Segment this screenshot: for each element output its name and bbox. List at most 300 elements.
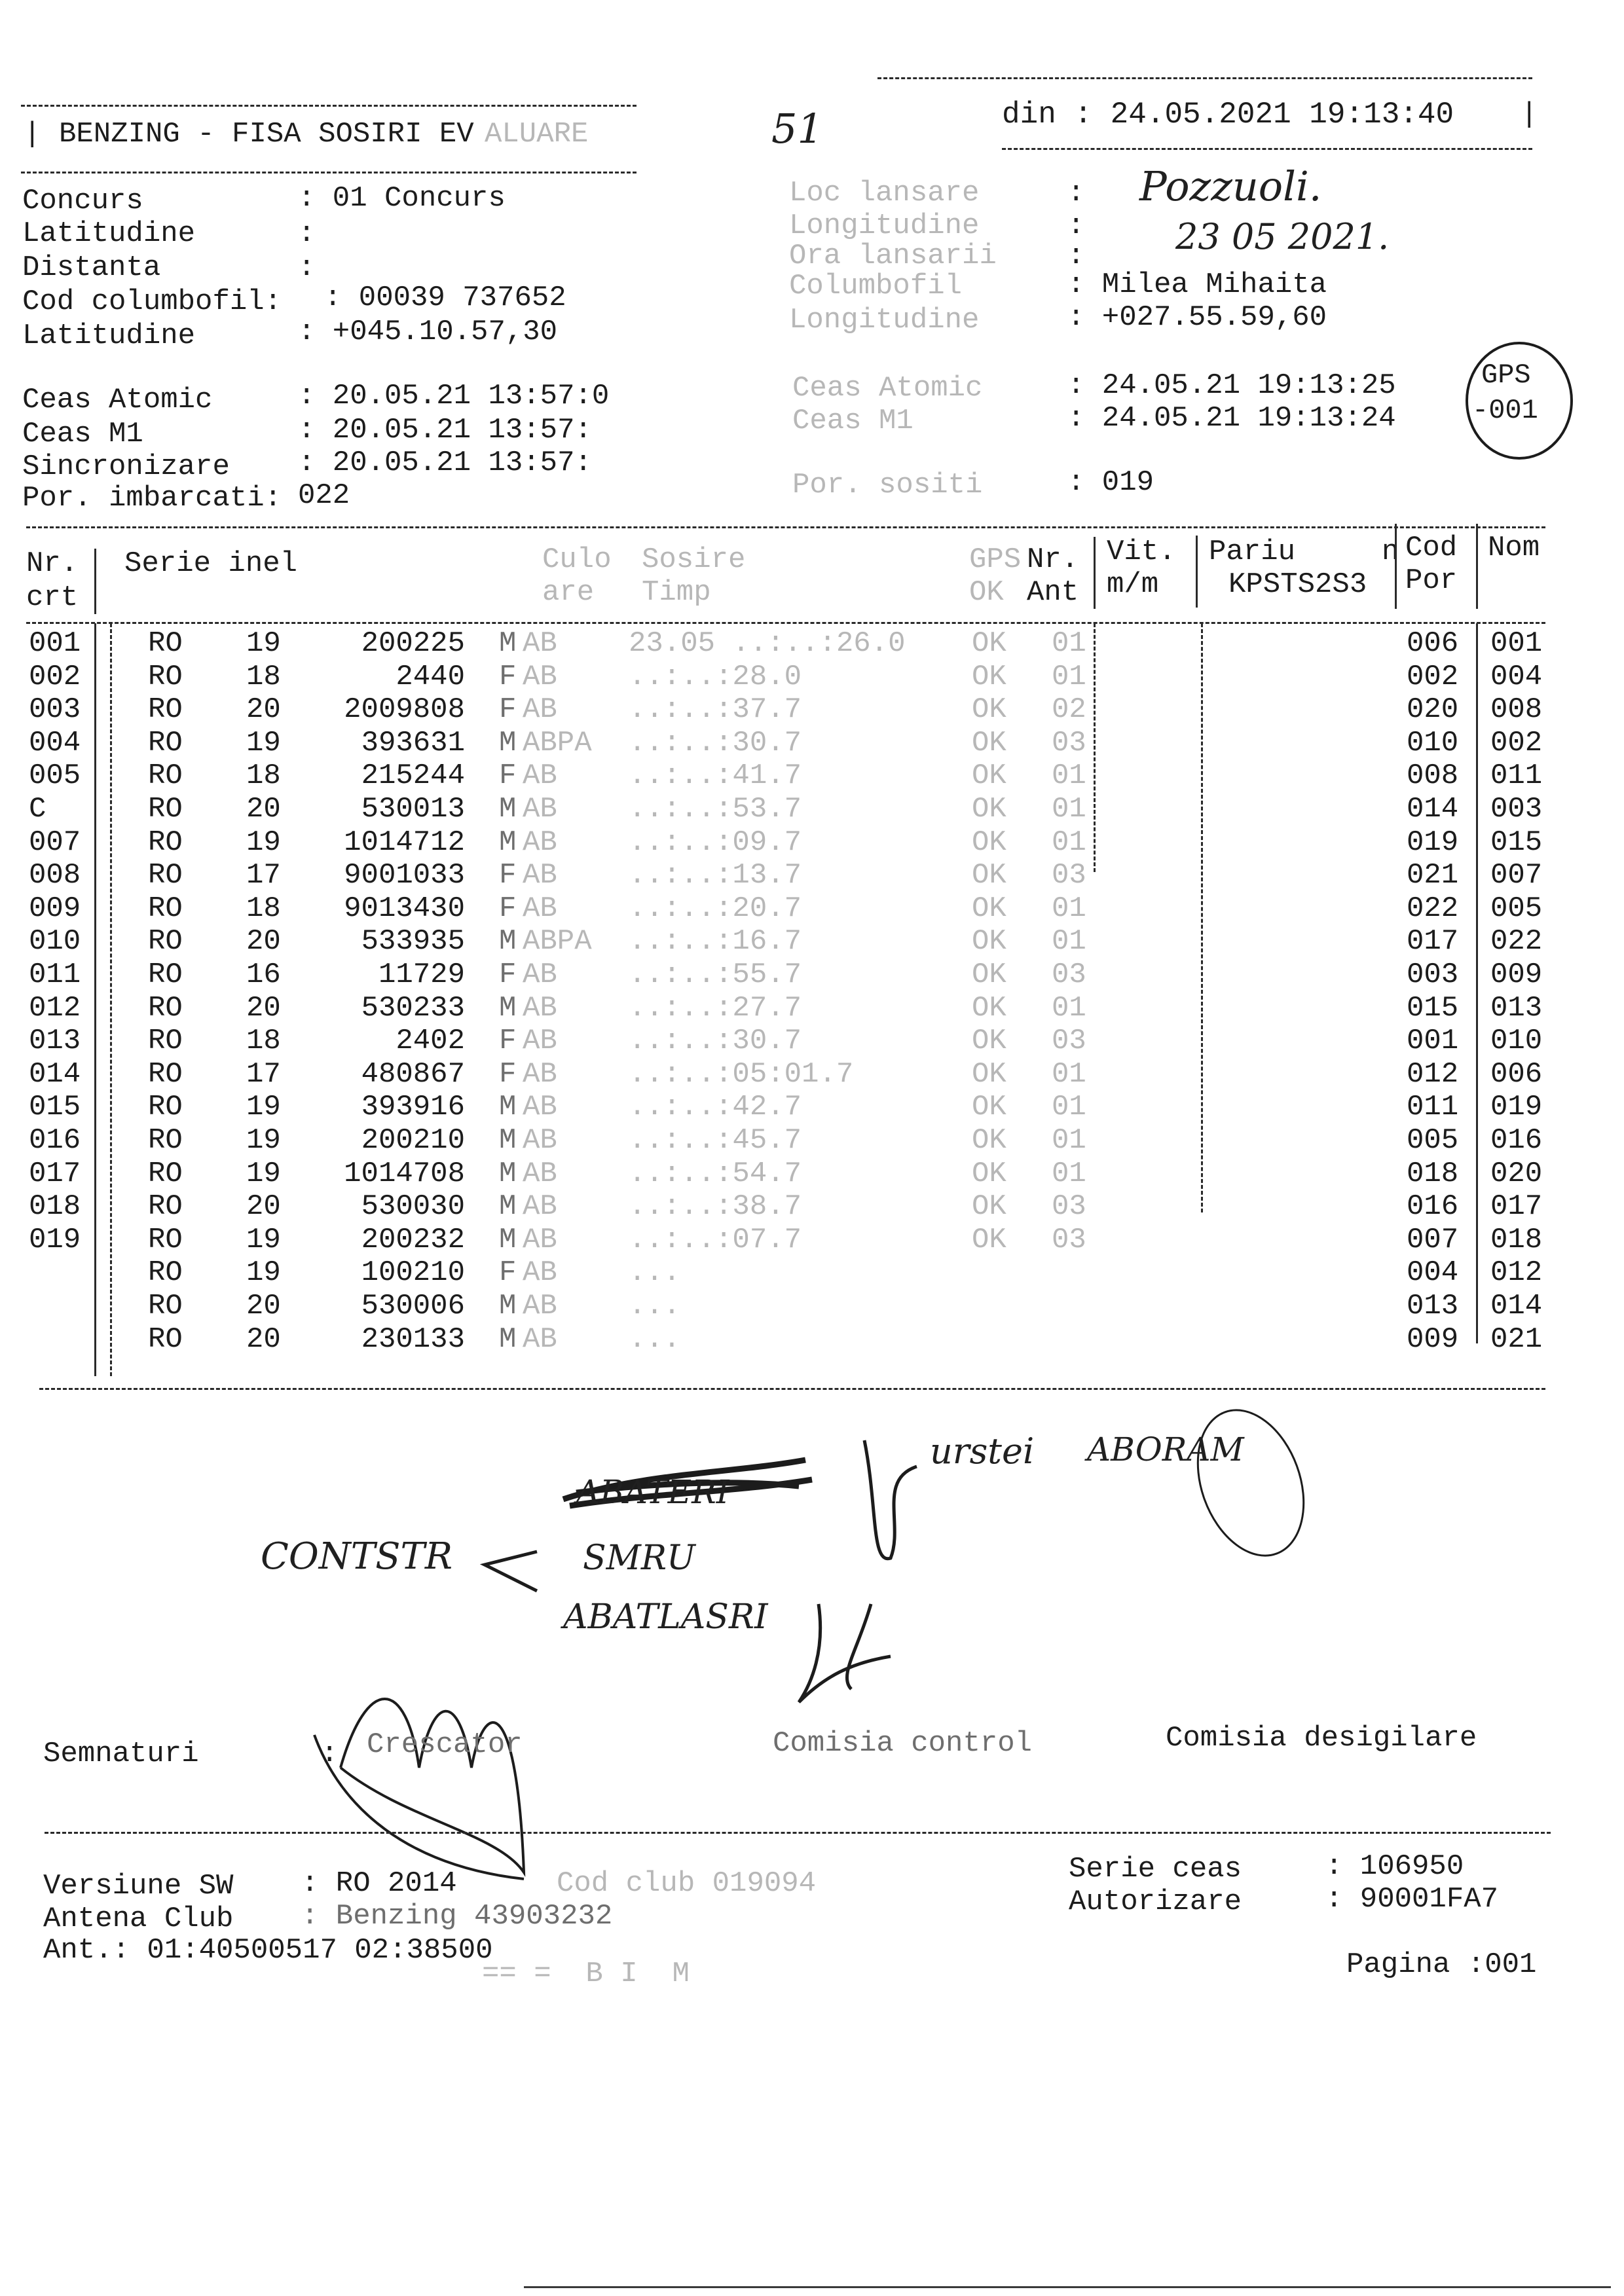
th-cod-2: Por: [1405, 564, 1458, 597]
clock-right-m1-value: : 24.05.21 19:13:24: [1067, 402, 1396, 435]
info-longitudine-value: : +027.55.59,60: [1067, 301, 1327, 334]
th-sosire-2: Timp: [642, 576, 711, 609]
cell-ro: RO: [148, 958, 183, 991]
cell-ant: 01: [1052, 1157, 1086, 1190]
cell-color: AB: [523, 1190, 557, 1224]
signature-crescator: Crescator: [367, 1728, 523, 1761]
cell-ring: 100210: [361, 1256, 465, 1290]
cell-year: 19: [246, 627, 281, 660]
cell-time: ..:..:16.7: [629, 925, 802, 958]
th-culoare-2: are: [542, 576, 595, 609]
cell-cod: 003: [1407, 958, 1459, 991]
cell-color: AB: [523, 793, 557, 826]
cell-cod: 001: [1407, 1025, 1459, 1058]
info-right-colon-1: :: [1067, 177, 1085, 210]
cell-color: AB: [523, 1223, 557, 1256]
clock-right-atomic-label: Ceas Atomic: [792, 372, 983, 405]
cell-ro: RO: [148, 1322, 183, 1356]
cell-gps-ok: OK: [972, 1223, 1006, 1256]
footer-versiune-value: : RO 2014: [301, 1867, 457, 1900]
cell-ant: 03: [1052, 1190, 1086, 1224]
cell-gps-ok: OK: [972, 627, 1006, 660]
cell-gps-ok: OK: [972, 1190, 1006, 1224]
cell-ant: 01: [1052, 1057, 1086, 1091]
cell-gps-ok: OK: [972, 693, 1006, 727]
th-vit-1: Vit.: [1107, 536, 1176, 568]
cell-gps-ok: OK: [972, 826, 1006, 859]
cell-color: AB: [523, 1290, 557, 1322]
cell-ring: 200210: [361, 1124, 465, 1157]
cell-ant: 01: [1052, 826, 1086, 859]
cell-nr: 002: [29, 660, 81, 693]
cell-gps-ok: OK: [972, 925, 1006, 958]
info-latitudine-label: Latitudine: [22, 217, 196, 250]
footer-cod-club: Cod club 019094: [557, 1867, 817, 1900]
cell-sex: M: [499, 991, 517, 1025]
cell-ro: RO: [148, 1223, 183, 1256]
cell-ring: 530006: [361, 1290, 465, 1322]
cell-ro: RO: [148, 892, 183, 925]
cell-nr: 008: [29, 859, 81, 892]
cell-ant: 01: [1052, 793, 1086, 826]
th-pariu-2: KPSTS2S3: [1228, 568, 1367, 601]
signature-desigilare: Comisia desigilare: [1166, 1722, 1477, 1755]
info-latitudine-value: :: [298, 217, 316, 250]
cell-sex: M: [499, 726, 517, 759]
cell-nom: 009: [1490, 958, 1543, 991]
cell-time: ..:..:09.7: [629, 826, 802, 859]
footer-serie-ceas-label: Serie ceas: [1069, 1853, 1242, 1886]
cell-color: ABPA: [523, 925, 592, 958]
cell-year: 20: [246, 925, 281, 958]
handwritten-note-left: CONTSTR: [261, 1535, 452, 1578]
info-right-label-1: Loc lansare: [789, 177, 980, 210]
cell-cod: 022: [1407, 892, 1459, 925]
clock-right-atomic-value: : 24.05.21 19:13:25: [1067, 369, 1396, 402]
cell-sex: F: [499, 892, 517, 925]
cell-nom: 004: [1490, 660, 1543, 693]
header-date: din : 24.05.2021 19:13:40: [1002, 98, 1454, 132]
clock-arrived-value: : 019: [1067, 466, 1154, 499]
cell-nom: 016: [1490, 1124, 1543, 1157]
cell-year: 20: [246, 991, 281, 1025]
cell-gps-ok: OK: [972, 1057, 1006, 1091]
cell-nr: 003: [29, 693, 81, 727]
cell-cod: 013: [1407, 1290, 1459, 1322]
cell-year: 17: [246, 859, 281, 892]
handwritten-note-struck: ABATERI: [576, 1473, 729, 1511]
clock-sync-label: Sincronizare: [22, 450, 230, 483]
cell-sex: F: [499, 693, 517, 727]
cell-time: ..:..:05:01.7: [629, 1057, 854, 1091]
cell-cod: 009: [1407, 1322, 1459, 1356]
cell-cod: 007: [1407, 1223, 1459, 1256]
cell-ring: 9001033: [344, 859, 465, 892]
cell-color: AB: [523, 1091, 557, 1124]
th-nr: Nr.: [26, 547, 79, 580]
cell-ring: 230133: [361, 1322, 465, 1356]
info-concurs-value: : 01 Concurs: [298, 182, 506, 215]
cell-time: ..:..:07.7: [629, 1223, 802, 1256]
th-culoare-1: Culo: [542, 543, 612, 576]
th-nr-ant-2: Ant: [1027, 576, 1079, 609]
th-cod-1: Cod: [1405, 532, 1458, 564]
cell-nr: 018: [29, 1190, 81, 1224]
cell-ant: 01: [1052, 925, 1086, 958]
cell-time: ...: [629, 1322, 681, 1356]
gps-circle-code: -001: [1472, 395, 1538, 426]
cell-cod: 019: [1407, 826, 1459, 859]
cell-color: AB: [523, 826, 557, 859]
info-right-colon-2: :: [1067, 210, 1085, 242]
cell-nr: 001: [29, 627, 81, 660]
cell-nom: 003: [1490, 793, 1543, 826]
cell-nr: 011: [29, 958, 81, 991]
cell-nom: 013: [1490, 991, 1543, 1025]
cell-sex: M: [499, 1322, 517, 1356]
signature-control: Comisia control: [773, 1727, 1033, 1760]
cell-ring: 9013430: [344, 892, 465, 925]
handwritten-note-right-2: ABORAM: [1087, 1430, 1244, 1468]
cell-nr: 004: [29, 726, 81, 759]
cell-ro: RO: [148, 826, 183, 859]
cell-time: ..:..:20.7: [629, 892, 802, 925]
handwritten-note-right-1: urstei: [930, 1430, 1035, 1472]
cell-nom: 001: [1490, 627, 1543, 660]
cell-color: AB: [523, 1057, 557, 1091]
cell-gps-ok: OK: [972, 1124, 1006, 1157]
cell-nom: 002: [1490, 726, 1543, 759]
cell-nr: 012: [29, 991, 81, 1025]
cell-ant: 03: [1052, 1223, 1086, 1256]
handwritten-date: 23 05 2021.: [1175, 216, 1390, 257]
cell-nr: 017: [29, 1157, 81, 1190]
cell-color: AB: [523, 1322, 557, 1356]
cell-ant: 01: [1052, 627, 1086, 660]
cell-color: AB: [523, 693, 557, 727]
cell-nom: 020: [1490, 1157, 1543, 1190]
cell-time: ..:..:30.7: [629, 1025, 802, 1058]
cell-cod: 018: [1407, 1157, 1459, 1190]
cell-nr: 016: [29, 1124, 81, 1157]
cell-nom: 014: [1490, 1290, 1543, 1322]
cell-nr: 015: [29, 1091, 81, 1124]
handwritten-note-mid-1: SMRU: [583, 1539, 695, 1578]
footer-autorizare-label: Autorizare: [1069, 1886, 1242, 1918]
cell-ring: 1014708: [344, 1157, 465, 1190]
cell-sex: F: [499, 1057, 517, 1091]
cell-ring: 530233: [361, 991, 465, 1025]
cell-year: 19: [246, 1223, 281, 1256]
cell-time: ...: [629, 1256, 681, 1290]
header-left-bar: |: [24, 118, 41, 151]
cell-nr: 007: [29, 826, 81, 859]
cell-ro: RO: [148, 1256, 183, 1290]
handwritten-note-mid-2: ABATLASRI: [563, 1597, 768, 1637]
cell-ring: 200225: [361, 627, 465, 660]
th-nom: Nom: [1488, 532, 1540, 564]
cell-color: AB: [523, 660, 557, 693]
th-nr-ant-1: Nr.: [1027, 543, 1079, 576]
cell-gps-ok: OK: [972, 726, 1006, 759]
cell-nom: 006: [1490, 1057, 1543, 1091]
cell-year: 16: [246, 958, 281, 991]
cell-color: AB: [523, 627, 557, 660]
cell-ant: 01: [1052, 991, 1086, 1025]
cell-nom: 008: [1490, 693, 1543, 727]
cell-ro: RO: [148, 1124, 183, 1157]
footer-versiune-label: Versiune SW: [43, 1870, 234, 1903]
cell-ring: 533935: [361, 925, 465, 958]
info-cod-columbofil-value: : 00039 737652: [324, 282, 566, 314]
cell-year: 17: [246, 1057, 281, 1091]
clock-embarked-label: Por. imbarcati:: [22, 482, 282, 515]
cell-time: ..:..:27.7: [629, 991, 802, 1025]
footer-pagina: Pagina :001: [1346, 1948, 1537, 1981]
cell-cod: 004: [1407, 1256, 1459, 1290]
cell-year: 19: [246, 826, 281, 859]
clock-atomic-label: Ceas Atomic: [22, 384, 213, 416]
cell-year: 18: [246, 759, 281, 793]
cell-year: 18: [246, 892, 281, 925]
cell-ro: RO: [148, 1057, 183, 1091]
cell-year: 19: [246, 1157, 281, 1190]
cell-ro: RO: [148, 693, 183, 727]
cell-sex: M: [499, 826, 517, 859]
cell-cod: 002: [1407, 660, 1459, 693]
cell-ro: RO: [148, 859, 183, 892]
cell-sex: M: [499, 925, 517, 958]
cell-ro: RO: [148, 726, 183, 759]
header-right-bar: |: [1521, 98, 1538, 131]
cell-gps-ok: OK: [972, 958, 1006, 991]
cell-sex: F: [499, 759, 517, 793]
cell-time: ..:..:41.7: [629, 759, 802, 793]
cell-ring: 393631: [361, 726, 465, 759]
cell-year: 20: [246, 793, 281, 826]
cell-ring: 215244: [361, 759, 465, 793]
cell-sex: M: [499, 1290, 517, 1322]
cell-ant: 01: [1052, 660, 1086, 693]
th-crt: crt: [26, 581, 79, 614]
cell-ant: 01: [1052, 759, 1086, 793]
info-right-label-2: Longitudine: [789, 210, 980, 242]
cell-year: 19: [246, 1124, 281, 1157]
footer-autorizare-value: : 90001FA7: [1325, 1883, 1499, 1916]
cell-nom: 011: [1490, 759, 1543, 793]
cell-sex: M: [499, 793, 517, 826]
clock-embarked-value: 022: [298, 479, 350, 512]
cell-gps-ok: OK: [972, 1091, 1006, 1124]
cell-nr: C: [29, 793, 46, 826]
cell-ro: RO: [148, 759, 183, 793]
cell-ring: 2440: [396, 660, 465, 693]
cell-time: ..:..:37.7: [629, 693, 802, 727]
cell-cod: 020: [1407, 693, 1459, 727]
cell-nr: 009: [29, 892, 81, 925]
cell-year: 18: [246, 1025, 281, 1058]
info-concurs-label: Concurs: [22, 185, 143, 217]
cell-gps-ok: OK: [972, 859, 1006, 892]
cell-ant: 02: [1052, 693, 1086, 727]
cell-cod: 010: [1407, 726, 1459, 759]
cell-nr: 014: [29, 1057, 81, 1091]
info-columbofil-value: : Milea Mihaita: [1067, 268, 1327, 301]
cell-ro: RO: [148, 1025, 183, 1058]
th-gps-1: GPS: [969, 543, 1022, 576]
cell-time: 23.05 ..:..:26.0: [629, 627, 906, 660]
cell-time: ..:..:55.7: [629, 958, 802, 991]
info-latitudine2-value: : +045.10.57,30: [298, 316, 558, 348]
cell-year: 20: [246, 1190, 281, 1224]
cell-year: 18: [246, 660, 281, 693]
cell-sex: M: [499, 1091, 517, 1124]
footer-top-border: [45, 1832, 1551, 1834]
cell-sex: M: [499, 1124, 517, 1157]
cell-year: 20: [246, 1322, 281, 1356]
cell-sex: F: [499, 1025, 517, 1058]
signatures-colon: :: [321, 1738, 339, 1770]
cell-color: AB: [523, 859, 557, 892]
cell-nr: 010: [29, 925, 81, 958]
signatures-label: Semnaturi: [43, 1738, 199, 1770]
cell-ring: 11729: [378, 958, 465, 991]
cell-sex: F: [499, 859, 517, 892]
cell-ring: 530013: [361, 793, 465, 826]
cell-sex: M: [499, 627, 517, 660]
cell-color: AB: [523, 991, 557, 1025]
header-title: BENZING - FISA SOSIRI EV: [59, 118, 474, 151]
th-serie: Serie inel: [124, 547, 298, 580]
cell-ant: 03: [1052, 726, 1086, 759]
cell-ro: RO: [148, 1190, 183, 1224]
cell-ro: RO: [148, 793, 183, 826]
cell-nom: 007: [1490, 859, 1543, 892]
cell-time: ..:..:54.7: [629, 1157, 802, 1190]
cell-gps-ok: OK: [972, 793, 1006, 826]
cell-year: 19: [246, 726, 281, 759]
info-right-label-4: Columbofil: [789, 270, 963, 302]
cell-gps-ok: OK: [972, 1157, 1006, 1190]
cell-ant: 01: [1052, 1091, 1086, 1124]
info-right-label-5: Longitudine: [789, 304, 980, 337]
cell-ant: 01: [1052, 1124, 1086, 1157]
cell-nom: 012: [1490, 1256, 1543, 1290]
cell-nr: 013: [29, 1025, 81, 1058]
gps-circle-label: GPS: [1481, 359, 1531, 391]
cell-cod: 017: [1407, 925, 1459, 958]
cell-nom: 018: [1490, 1223, 1543, 1256]
cell-color: AB: [523, 1157, 557, 1190]
th-sosire-1: Sosire: [642, 543, 746, 576]
cell-year: 19: [246, 1091, 281, 1124]
cell-ring: 2402: [396, 1025, 465, 1058]
cell-time: ..:..:13.7: [629, 859, 802, 892]
header-title-faded: ALUARE: [485, 118, 589, 151]
cell-gps-ok: OK: [972, 1025, 1006, 1058]
cell-gps-ok: OK: [972, 892, 1006, 925]
cell-nom: 021: [1490, 1322, 1543, 1356]
cell-ring: 2009808: [344, 693, 465, 727]
cell-color: AB: [523, 892, 557, 925]
cell-cod: 014: [1407, 793, 1459, 826]
cell-time: ..:..:45.7: [629, 1124, 802, 1157]
footer-bottom-faint: == = B I M: [482, 1958, 690, 1990]
cell-year: 19: [246, 1256, 281, 1290]
cell-color: AB: [523, 759, 557, 793]
info-distanta-value: :: [298, 251, 316, 284]
cell-color: AB: [523, 1025, 557, 1058]
cell-time: ..:..:38.7: [629, 1190, 802, 1224]
cell-time: ..:..:30.7: [629, 726, 802, 759]
cell-sex: F: [499, 958, 517, 991]
cell-ro: RO: [148, 991, 183, 1025]
cell-time: ...: [629, 1290, 681, 1322]
cell-color: AB: [523, 958, 557, 991]
cell-nom: 019: [1490, 1091, 1543, 1124]
cell-gps-ok: OK: [972, 991, 1006, 1025]
cell-ant: 03: [1052, 958, 1086, 991]
cell-cod: 021: [1407, 859, 1459, 892]
info-cod-columbofil-label: Cod columbofil:: [22, 285, 282, 318]
cell-sex: F: [499, 660, 517, 693]
cell-nom: 017: [1490, 1190, 1543, 1224]
cell-ro: RO: [148, 925, 183, 958]
cell-ring: 200232: [361, 1223, 465, 1256]
cell-gps-ok: OK: [972, 759, 1006, 793]
cell-cod: 006: [1407, 627, 1459, 660]
footer-antena-value: : Benzing 43903232: [301, 1900, 613, 1933]
page-bottom-rule: [524, 2286, 1611, 2288]
cell-nom: 022: [1490, 925, 1543, 958]
cell-color: AB: [523, 1256, 557, 1290]
info-latitudine2-label: Latitudine: [22, 319, 196, 352]
handwritten-race-number: 51: [771, 105, 823, 153]
cell-year: 20: [246, 1290, 281, 1322]
cell-sex: M: [499, 1157, 517, 1190]
cell-nom: 010: [1490, 1025, 1543, 1058]
cell-nom: 005: [1490, 892, 1543, 925]
footer-ant-line: Ant.: 01:40500517 02:38500: [43, 1934, 493, 1967]
cell-cod: 016: [1407, 1190, 1459, 1224]
cell-cod: 012: [1407, 1057, 1459, 1091]
cell-sex: F: [499, 1256, 517, 1290]
clock-m1-label: Ceas M1: [22, 418, 143, 450]
clock-m1-value: : 20.05.21 13:57:: [298, 414, 592, 446]
th-vit-2: m/m: [1107, 568, 1159, 601]
cell-ro: RO: [148, 1091, 183, 1124]
cell-time: ..:..:53.7: [629, 793, 802, 826]
cell-cod: 005: [1407, 1124, 1459, 1157]
cell-ring: 393916: [361, 1091, 465, 1124]
cell-ring: 1014712: [344, 826, 465, 859]
cell-color: ABPA: [523, 726, 592, 759]
clock-atomic-value: : 20.05.21 13:57:0: [298, 380, 610, 412]
cell-color: AB: [523, 1124, 557, 1157]
cell-ant: 03: [1052, 859, 1086, 892]
cell-ro: RO: [148, 1157, 183, 1190]
cell-ant: 01: [1052, 892, 1086, 925]
clock-arrived-label: Por. sositi: [792, 469, 983, 501]
footer-antena-label: Antena Club: [43, 1903, 234, 1935]
cell-nr: 019: [29, 1223, 81, 1256]
cell-gps-ok: OK: [972, 660, 1006, 693]
info-right-colon-3: :: [1067, 240, 1085, 272]
cell-cod: 011: [1407, 1091, 1459, 1124]
footer-serie-ceas-value: : 106950: [1325, 1850, 1464, 1883]
handwritten-location: Pozzuoli.: [1139, 162, 1322, 210]
cell-ro: RO: [148, 627, 183, 660]
